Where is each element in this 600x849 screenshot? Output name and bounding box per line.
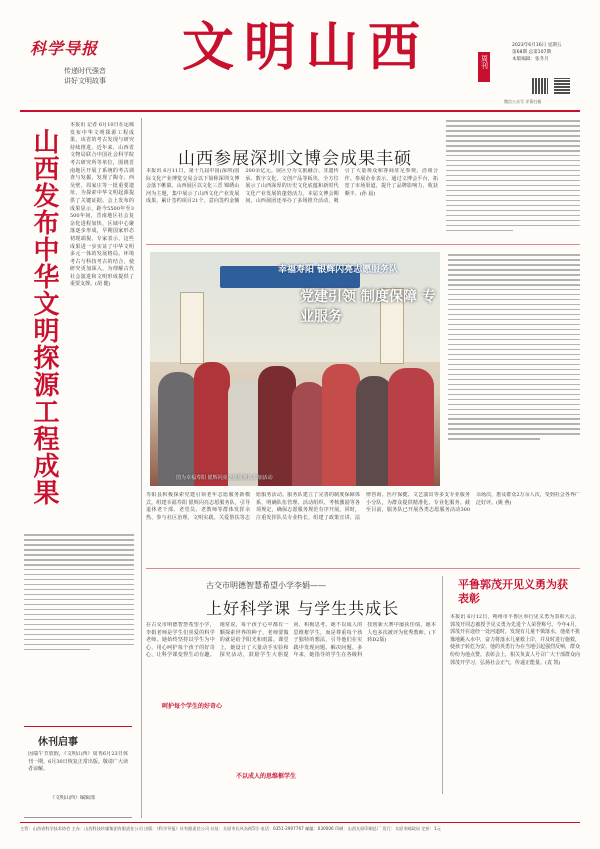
right-article: 本报讯 6月12日，朔州市平鲁区举行见义勇为表彰大会，郭茂开同志被授予见义勇为先进个人荣誉称号。今年4月，郭茂开在途经一处河道时，发现有儿童不慎落水，他毫不犹豫地跳入水中，奋力将落水儿童救上岸，并及时进行施救，使孩子转危为安。他的英勇行为在当地引起强烈反响，群众纷纷为他点赞。表彰会上，相关负责人号召广大干部群众向郭茂开学习，弘扬社会正气，传递正能量。(袁 凯) <box>450 614 580 666</box>
notice-title: 休刊启事 <box>38 737 78 748</box>
section-rule-2 <box>146 568 580 569</box>
right-headline-box <box>448 578 580 608</box>
footer-info: 主管：山西省科学技术协会 主办：山西科技传媒集团有限责任公司 出版：《科学导报》社有限责任公司 社址：太原市长风东街5号 电话：0351-2907767 邮编：030006 印刷：山西太原印刷总厂 发行：太原市邮政局 定价：1元 <box>20 826 441 831</box>
notice-sign: 《文明山西》编辑部 <box>50 795 96 801</box>
photo-caption: 图为幸福寿阳 银辉闪亮志愿服务队参加活动 <box>176 475 273 481</box>
footer-rule <box>20 822 580 823</box>
left-article: 本报讯 记者 6月10日在运城发布中华文明探源工程成果，该省的考古发现与研究持续推进。近年来，山西省文物局联合中国社会科学院考古研究所等单位，围绕晋南地区开展了系统的考古调查与发掘，发现了陶寺、西吴壁、周家庄等一批重要遗址，为探索中华文明起源提供了关键证据。会上发布的成果显示，距今5500年至3500年间，晋南地区社会复杂化进程加快，区域中心聚落逐步形成，早期国家形态初现端倪。专家表示，这些成果进一步实证了中华文明多元一体的发展格局。环境考古与科技考古的结合，使研究更加深入，为理解古代社会演进和文明形成提供了重要支撑。(胡 健) <box>70 122 134 288</box>
feature-photo <box>150 252 440 486</box>
masthead-rule <box>20 110 580 112</box>
side-newspaper-title: 科学导报 <box>30 39 99 58</box>
weekly-badge-label: 周刊 <box>480 55 489 69</box>
qr-code-2 <box>554 78 570 94</box>
left-headline: 山西发布中华文明探源工程成果 <box>29 128 59 506</box>
photo-banner-text: 幸福寿阳 银辉闪亮志愿服务队 <box>278 265 399 275</box>
crowd <box>150 352 440 486</box>
weekly-badge <box>478 52 490 82</box>
bottom-subhead-2: 不以成人的思维框学生 <box>234 770 298 781</box>
feature-side-text <box>448 254 580 450</box>
left-article-continued <box>24 534 134 714</box>
section-rule-1 <box>146 244 580 245</box>
issue-info <box>512 42 578 63</box>
notice-box <box>24 726 132 818</box>
slogan-line-2: 讲好文明故事 <box>64 77 106 85</box>
issue-date: 2023年6月16日 星期五 <box>512 43 562 48</box>
right-headline: 平鲁郭茂开见义勇为获表彰 <box>458 578 568 605</box>
issue-number: 第68期 总第107期 <box>512 50 552 55</box>
editor-line: 本版编辑：张冬月 <box>512 57 549 62</box>
bottom-kicker: 古交市明德智慧希望小学李娟—— <box>206 581 326 590</box>
feature-article: 寿阳县积极探索党建引领老年志愿服务新模式，组建幸福寿阳 银辉闪亮志愿服务队，引导退休老干部、老党员、老教师等群体发挥余热，参与社区治理、文明实践、关爱帮扶等志愿服务活动。服务队建立了完善的制度保障体系，明确队伍管理、活动组织、考核激励等各项规定，确保志愿服务规范有序开展。同时，注重发挥队员专业特长，组建了政策宣讲、法律咨询、医疗保健、文艺演出等多支专业服务小分队，为群众提供精准化、专业化服务。截至目前，服务队已开展各类志愿服务活动300余场次，惠及群众2万余人次，受到社会各界广泛好评。(姚 燕) <box>146 492 580 521</box>
top-right-text <box>446 116 580 246</box>
column-divider <box>141 118 142 818</box>
qr-caption: 微信公众号 详情扫描 <box>504 99 542 104</box>
slogan-line-1: 传递时代强音 <box>64 67 106 75</box>
left-column <box>20 114 138 814</box>
notice-text: 因端午节放假，《文明山西》周刊6月23日休刊一期，6月30日恢复正常出版。敬请广大读者谅解。 <box>28 751 128 773</box>
top-story-article: 本报讯 6月11日，第十九届中国(深圳)国际文化产业博览交易会以下简称深圳文博会落下帷幕。山西展区以文化三晋 锦绣山河为主题，集中展示了山西文化产业发展成果，累计签约项目21个，意向签约金额200余亿元。展区分为文旅融合、非遗传承、数字文化、文创产品等板块，全方位展示了山西深厚的历史文化底蕴和新时代文化产业发展的蓬勃活力。本届文博会期间，山西展团还举办了多场推介活动，吸引了大量观众和客商驻足参观、洽谈合作。参展企业表示，通过文博会平台，拓宽了市场渠道，提升了品牌影响力，收获颇丰。(孙 晨) <box>146 168 438 205</box>
bottom-article: 在古交市明德智慧希望小学，李娟老师是学生们喜爱的科学老师。她始终坚持以学生为中心，用心呵护每个孩子的好奇心，让科学课变得生动有趣。她常说，每个孩子心中都有一颗探索世界的种子，老师要做的就是给予阳光和雨露。课堂上，她设计了大量动手实验和探究活动，鼓励学生大胆提问、积极思考。她不以成人的思维框学生，而是尊重每个孩子独特的想法，引导他们在实践中发现问题、解决问题。多年来，她指导的学生在各级科技创新大赛中屡获佳绩，她本人也多次被评为优秀教师。(下转D2版) <box>146 622 436 659</box>
right-column-divider <box>442 576 443 794</box>
top-story-headline: 山西参展深圳文博会成果丰硕 <box>178 149 412 169</box>
feature-headline: 党建引领 制度保障 专业服务 <box>300 289 436 325</box>
masthead-title: 文明山西 <box>182 17 431 78</box>
masthead <box>20 14 580 84</box>
qr-code-1 <box>532 78 548 94</box>
bottom-subhead-1: 呵护每个学生的好奇心 <box>160 700 224 711</box>
bottom-headline: 上好科学课 与学生共成长 <box>206 599 400 618</box>
